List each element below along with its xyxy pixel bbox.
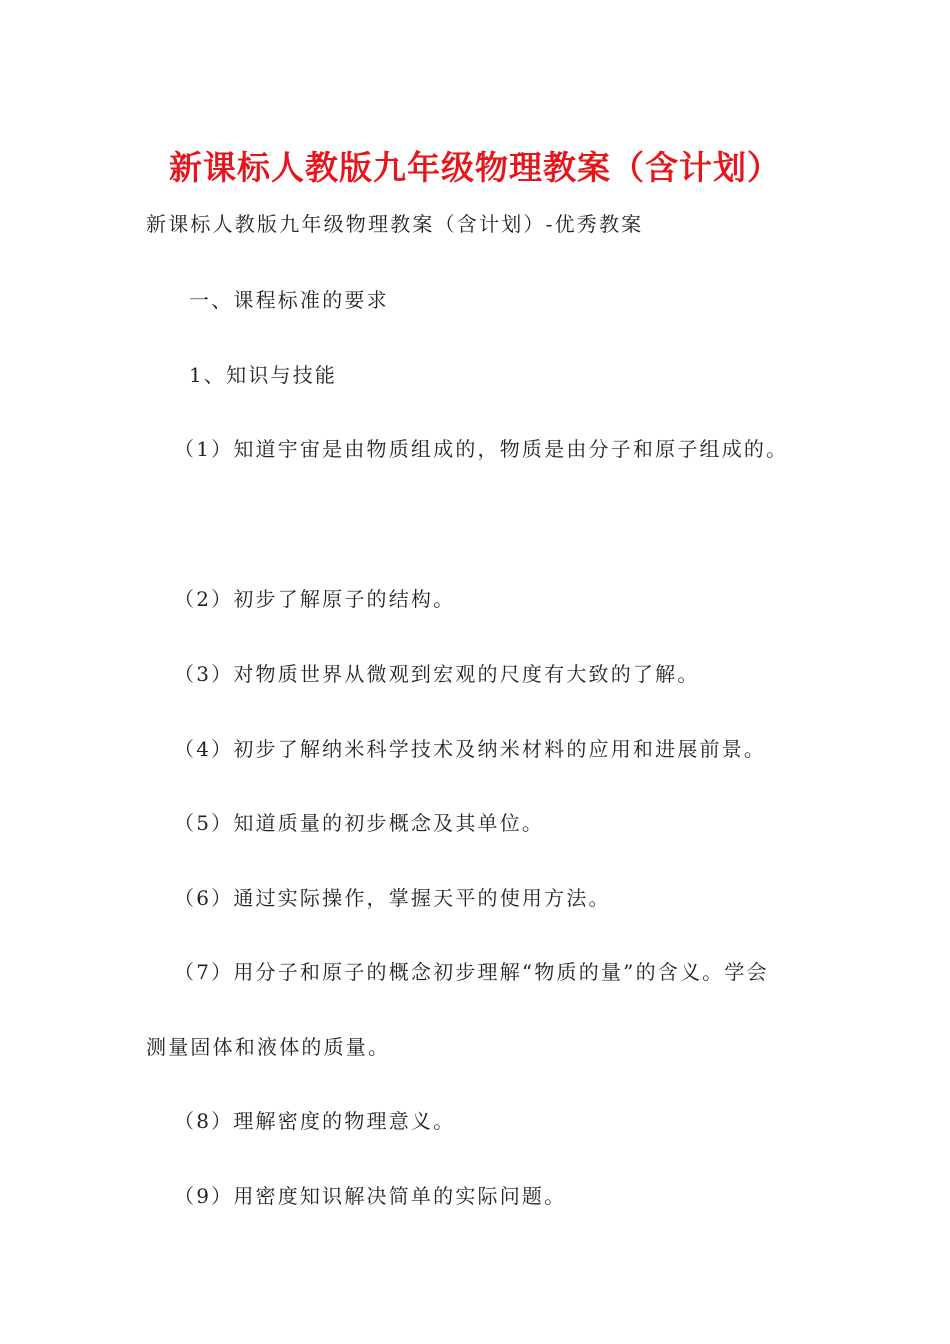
paragraph-item-5: （5）知道质量的初步概念及其单位。 <box>174 811 545 835</box>
paragraph-item-1: （1）知道宇宙是由物质组成的，物质是由分子和原子组成的。 <box>174 437 789 461</box>
paragraph-item-7-continued: 测量固体和液体的质量。 <box>146 1035 391 1059</box>
subtitle: 新课标人教版九年级物理教案（含计划）-优秀教案 <box>146 212 644 236</box>
paragraph-item-8: （8）理解密度的物理意义。 <box>174 1109 456 1133</box>
subsection-heading: 1、知识与技能 <box>189 363 338 387</box>
paragraph-item-7: （7）用分子和原子的概念初步理解“物质的量”的含义。学会 <box>174 960 769 984</box>
paragraph-item-9: （9）用密度知识解决简单的实际问题。 <box>174 1184 567 1208</box>
page-title: 新课标人教版九年级物理教案（含计划） <box>169 148 781 187</box>
section-heading: 一、课程标准的要求 <box>189 288 389 312</box>
paragraph-item-2: （2）初步了解原子的结构。 <box>174 587 456 611</box>
paragraph-item-4: （4）初步了解纳米科学技术及纳米材料的应用和进展前景。 <box>174 737 767 761</box>
paragraph-item-6: （6）通过实际操作，掌握天平的使用方法。 <box>174 886 611 910</box>
paragraph-item-3: （3）对物质世界从微观到宏观的尺度有大致的了解。 <box>174 662 700 686</box>
